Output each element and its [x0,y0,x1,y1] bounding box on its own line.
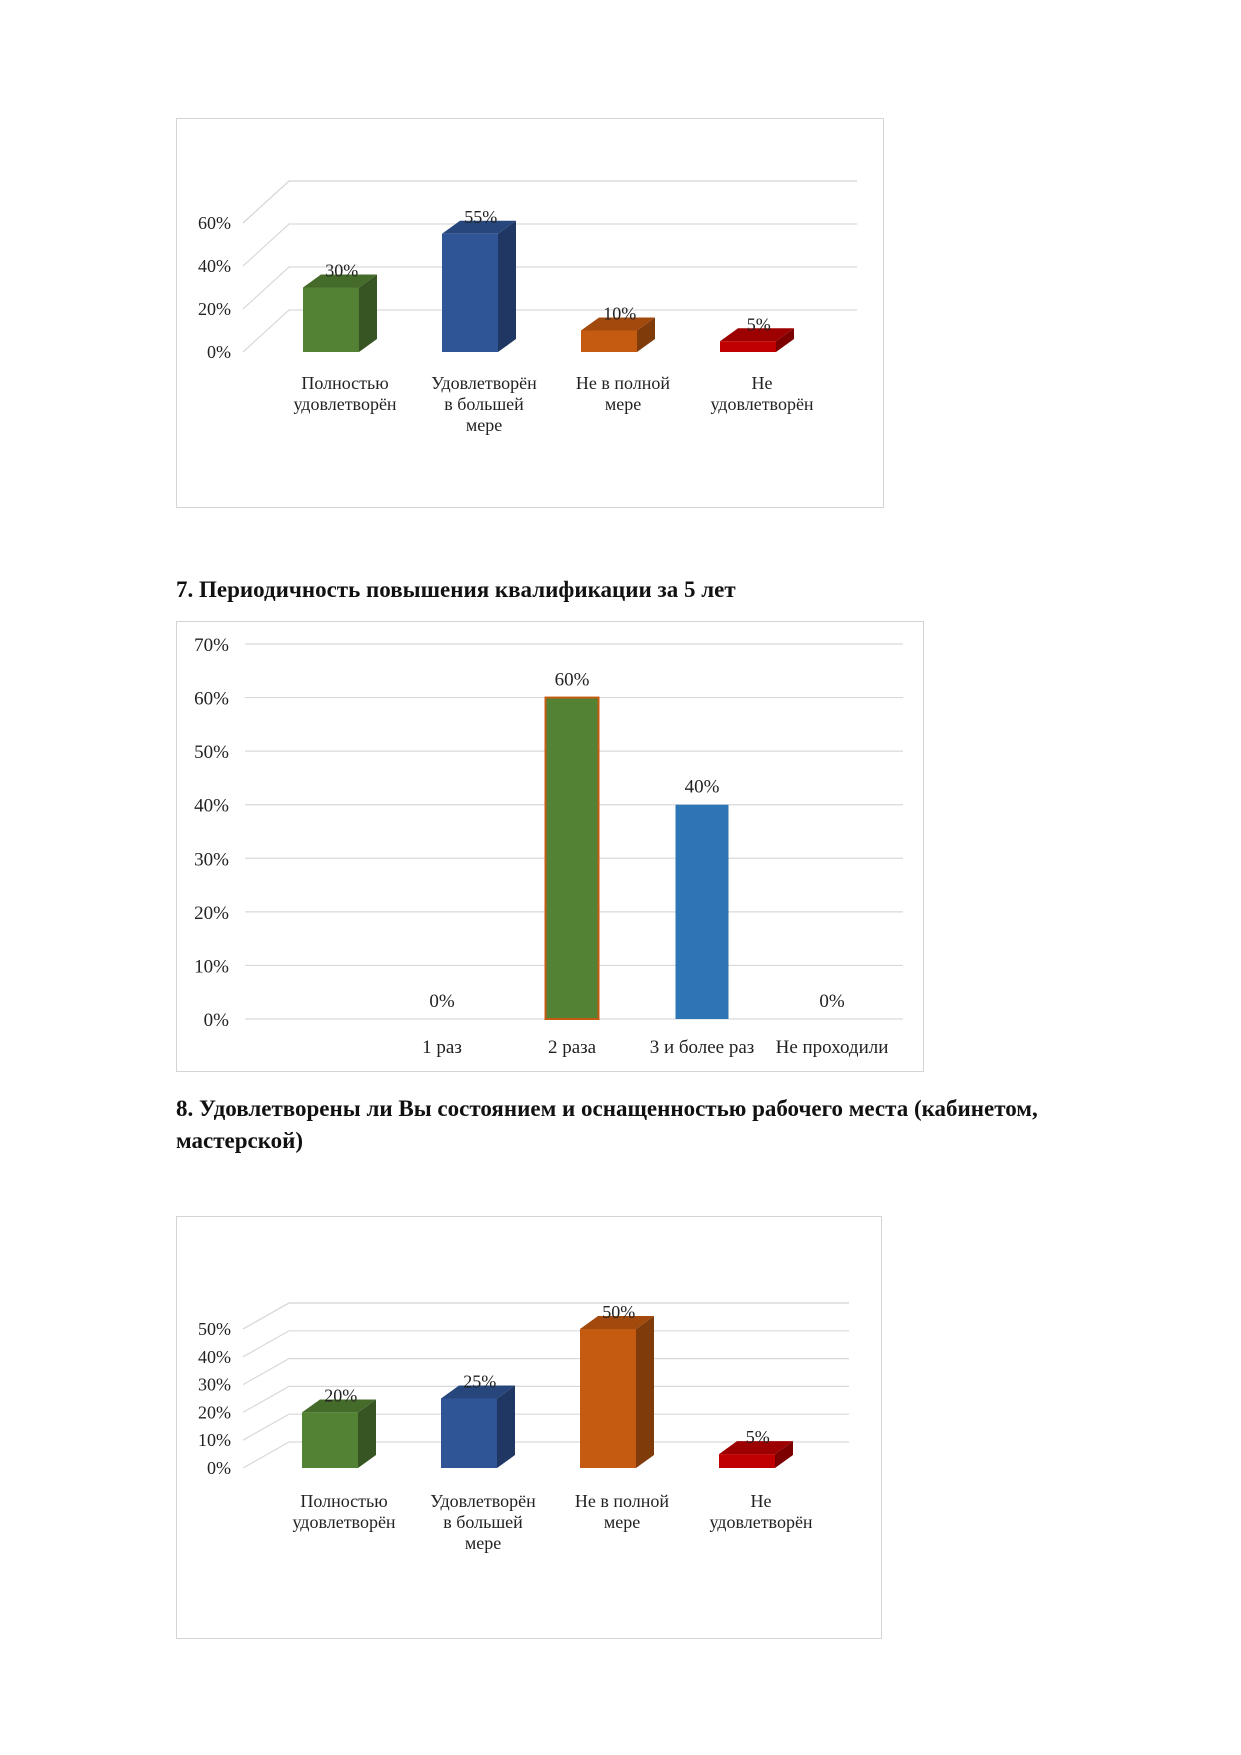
data-label: 10% [603,303,637,324]
y-tick-label: 40% [198,1346,231,1367]
bar [719,1454,775,1468]
data-label: 30% [325,260,359,281]
data-label: 60% [554,669,590,691]
category-label: Полностью [300,1491,388,1511]
category-label: мере [464,1533,502,1553]
bar [546,698,599,1019]
bar-side [636,1316,654,1468]
y-tick-label: 50% [194,742,229,764]
question-8-heading [176,1093,1038,1157]
category-label: Не проходили [775,1037,889,1058]
y-tick-label: 0% [203,1010,229,1031]
category-label: Не в полной [575,373,671,393]
gridline [243,181,857,223]
bar [303,288,359,353]
y-tick-label: 60% [194,688,229,710]
y-tick-label: 50% [198,1319,231,1339]
data-label: 0% [429,991,455,1012]
data-label: 0% [819,991,845,1012]
question-7-heading: 7. Периодичность повышения квалификации за 5 лет [176,577,736,602]
category-label: Удовлетворён [430,1491,536,1511]
y-tick-label: 20% [198,1402,231,1423]
y-tick-label: 0% [207,342,231,362]
category-label: в большей [443,1512,523,1532]
category-label: удовлетворён [293,394,397,414]
bar [302,1412,358,1468]
category-label: 2 раза [547,1037,597,1058]
bar-side [498,221,516,352]
bar [581,331,637,353]
category-label: Не [751,373,773,393]
data-label: 5% [745,1427,770,1448]
chart-2-svg [177,622,925,1073]
category-label: мере [603,1512,641,1532]
category-label: Не в полной [574,1491,670,1511]
category-label: мере [604,394,642,414]
chart-1-satisfaction [176,118,884,508]
gridline [243,1303,849,1329]
data-label: 20% [324,1385,358,1406]
y-tick-label: 20% [198,299,231,319]
category-label: Полностью [301,373,389,393]
data-label: 25% [463,1371,497,1392]
data-label: 40% [684,776,720,798]
chart-2-training-frequency [176,621,924,1072]
data-label: 55% [464,206,498,227]
category-label: 1 раз [422,1037,462,1058]
y-tick-label: 20% [194,902,229,924]
category-label: удовлетворён [292,1512,396,1532]
gridline [243,1359,849,1385]
category-label: удовлетворён [709,1512,813,1532]
data-label: 5% [746,314,771,335]
bar-side [497,1386,515,1468]
bar [441,1399,497,1469]
bar [676,805,729,1019]
gridline-top [243,181,857,223]
category-label: Удовлетворён [431,373,537,393]
y-tick-label: 40% [194,795,229,817]
y-tick-label: 60% [198,213,231,233]
chart-1-svg [177,119,885,509]
bar [580,1329,636,1468]
category-label: Не [750,1491,772,1511]
y-tick-label: 0% [207,1458,231,1478]
y-tick-label: 10% [198,1430,231,1451]
gridline-top [243,1303,849,1329]
chart-3-svg [177,1217,883,1640]
bar [720,341,776,352]
category-label: мере [465,415,503,435]
y-tick-label: 30% [198,1374,231,1395]
gridline [243,1331,849,1357]
y-tick-label: 40% [198,256,231,276]
chart-3-workplace [176,1216,882,1639]
bar-side [359,275,377,352]
question-8-heading-line-2: мастерской) [176,1128,304,1153]
question-8-heading-line-1: 8. Удовлетворены ли Вы состоянием и оснащенностью рабочего места (кабинетом, [176,1096,1038,1121]
bar [442,234,498,352]
data-label: 50% [602,1302,636,1323]
y-tick-label: 10% [194,956,229,978]
category-label: в большей [444,394,524,414]
y-tick-label: 30% [194,849,229,871]
category-label: 3 и более раз [649,1037,755,1058]
category-label: удовлетворён [710,394,814,414]
y-tick-label: 70% [194,635,229,656]
